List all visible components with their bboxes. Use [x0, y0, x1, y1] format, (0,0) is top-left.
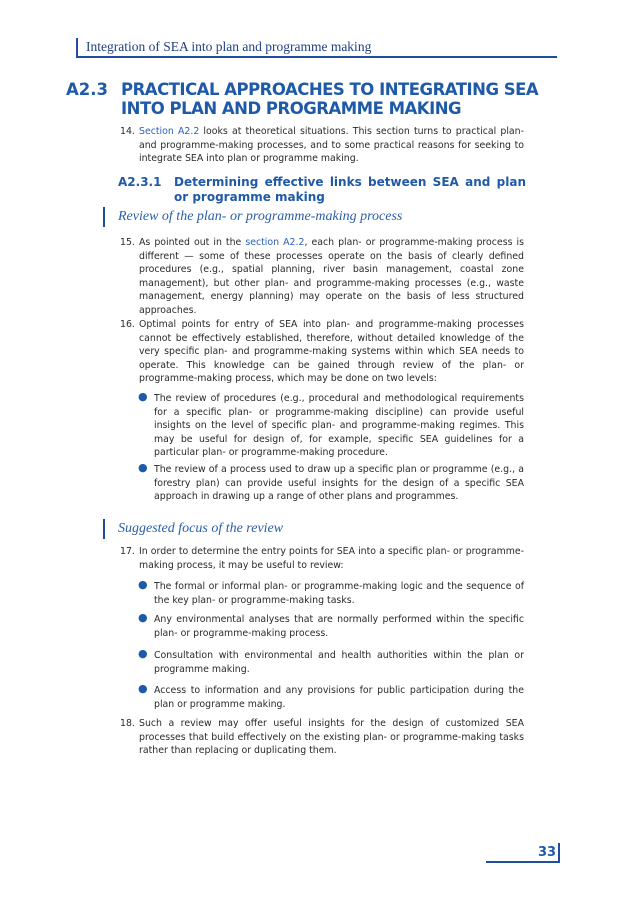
paragraph-text: , each plan- or programme-making process is different — some of these processes operate on the basis of clearly defined procedures (e.g., spatial planning, river basin management, coastal zone management), but other plan- and programme-making processes (e.g., waste management, energy planning) may operate on the basis of less structured approaches. — [139, 237, 524, 316]
section-link[interactable]: Section A2.2 — [139, 126, 200, 137]
paragraph-number: 17. — [120, 546, 135, 557]
running-header: Integration of SEA into plan and programme making — [86, 39, 372, 54]
heading-rule — [103, 519, 105, 539]
bullet-icon: ● — [138, 682, 148, 695]
bullet-icon: ● — [138, 461, 148, 474]
subsection-number: A2.3.1 — [118, 175, 162, 189]
bullet-icon: ● — [138, 647, 148, 660]
section-link[interactable]: section A2.2 — [245, 237, 305, 248]
list-item: Consultation with environmental and health authorities within the plan or programme making. — [154, 650, 524, 675]
heading-review: Review of the plan- or programme-making process — [118, 209, 403, 224]
list-item: The review of procedures (e.g., procedural and methodological requirements for a specific plan- or programme-making discipline) can provide useful insights on the level of specific plan- and programme-making regimes. This may be useful for design of, for example, specific SEA guidelines for a particular plan- or programme-making procedure. — [154, 393, 524, 459]
paragraph-text: looks at theoretical situations. This section turns to practical plan- and programme-making processes, and to some practical reasons for seeking to integrate SEA into plan or programme making. — [139, 126, 524, 165]
heading-focus: Suggested focus of the review — [118, 521, 284, 536]
paragraph-17 — [120, 545, 524, 572]
heading-rule — [103, 207, 105, 227]
page-number: 33 — [538, 845, 557, 860]
paragraph-18 — [120, 717, 524, 758]
paragraph-text: Such a review may offer useful insights for the design of customized SEA processes that build effectively on the existing plan- or programme-making tasks rather than replacing or duplicating them. — [139, 718, 524, 757]
paragraph-number: 18. — [120, 718, 135, 729]
paragraph-number: 15. — [120, 237, 135, 248]
section-number: A2.3 — [66, 80, 108, 99]
paragraph-number: 16. — [120, 319, 135, 330]
header-rule-left — [76, 38, 78, 56]
paragraph-text: Optimal points for entry of SEA into plan- and programme-making processes cannot be effectively established, therefore, without detailed knowledge of the very specific plan- and programme-making systems within which SEA needs to operate. This knowledge can be gained through review of the plan- or programme-making process, which may be done on two levels: — [139, 319, 524, 385]
list-item: The review of a process used to draw up a specific plan or programme (e.g., a forestry plan) can provide useful insights for the design of a specific SEA approach in drawing up a range of other plans and programmes. — [154, 464, 524, 503]
subsection-title: Determining effective links between SEA and plan or programme making — [174, 175, 526, 204]
list-item: Any environmental analyses that are normally performed within the specific plan- or programme-making process. — [154, 614, 524, 639]
header-rule — [76, 56, 557, 58]
paragraph-number: 14. — [120, 126, 135, 137]
bullet-icon: ● — [138, 611, 148, 624]
paragraph-text: In order to determine the entry points for SEA into a specific plan- or programme-making process, it may be useful to review: — [139, 546, 524, 571]
footer-rule-horizontal — [486, 861, 560, 863]
bullet-icon: ● — [138, 578, 148, 591]
footer-rule-vertical — [558, 843, 560, 861]
paragraph-14 — [120, 125, 524, 166]
list-item: Access to information and any provisions for public participation during the plan or programme making. — [154, 685, 524, 710]
bullet-icon: ● — [138, 390, 148, 403]
paragraph-16 — [120, 318, 524, 386]
list-item: The formal or informal plan- or programme-making logic and the sequence of the key plan- or programme-making tasks. — [154, 581, 524, 606]
paragraph-text-pre: As pointed out in the — [139, 237, 246, 248]
paragraph-15 — [120, 236, 524, 318]
section-title: PRACTICAL APPROACHES TO INTEGRATING SEA INTO PLAN AND PROGRAMME MAKING — [121, 80, 539, 118]
